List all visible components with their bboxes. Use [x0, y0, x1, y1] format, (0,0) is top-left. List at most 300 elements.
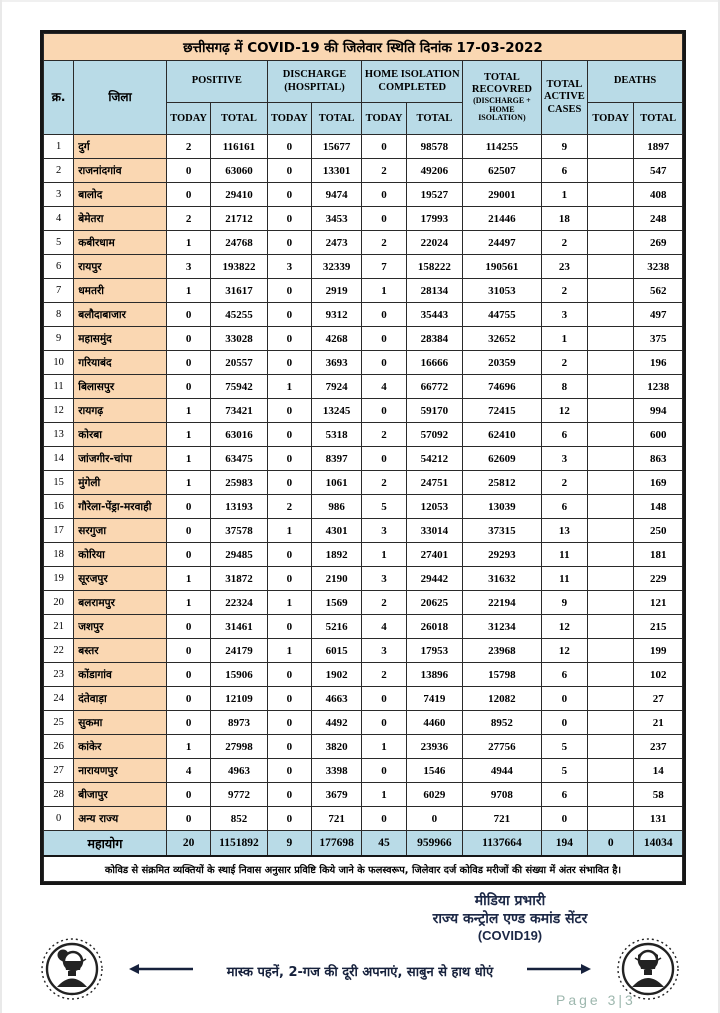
safety-message: मास्क पहनें, 2-गज की दूरी अपनाएं, साबुन से हाथ धोएं: [226, 965, 494, 980]
value-cell: [588, 255, 634, 279]
value-cell: 0: [267, 543, 311, 567]
value-cell: 10: [44, 351, 74, 375]
value-cell: [588, 783, 634, 807]
value-cell: 6: [541, 495, 587, 519]
value-cell: 193822: [211, 255, 267, 279]
value-cell: 28384: [406, 327, 462, 351]
value-cell: 1: [166, 567, 210, 591]
value-cell: 1: [44, 135, 74, 159]
value-cell: 49206: [406, 159, 462, 183]
value-cell: 4663: [311, 687, 361, 711]
district-name-cell: धमतरी: [74, 279, 167, 303]
value-cell: [588, 543, 634, 567]
value-cell: 0: [267, 783, 311, 807]
value-cell: 1: [541, 183, 587, 207]
value-cell: 6015: [311, 639, 361, 663]
value-cell: 3679: [311, 783, 361, 807]
value-cell: 24: [44, 687, 74, 711]
value-cell: 31461: [211, 615, 267, 639]
district-name-cell: कोरिया: [74, 543, 167, 567]
grand-total-value-cell: 0: [588, 831, 634, 857]
table-row: [44, 519, 683, 543]
footnote-text: कोविड से संक्रमित व्यक्तियों के स्थाई निवास अनुसार प्रविष्टि किये जाने के फलस्वरूप, जिलेवार दर्ज कोविड मरीजों की संख्या में अंतर संभावित है।: [44, 856, 683, 882]
value-cell: 3: [44, 183, 74, 207]
value-cell: 1061: [311, 471, 361, 495]
value-cell: 6: [541, 423, 587, 447]
value-cell: 1: [166, 231, 210, 255]
value-cell: 5216: [311, 615, 361, 639]
district-name-cell: बलरामपुर: [74, 591, 167, 615]
value-cell: 15906: [211, 663, 267, 687]
value-cell: 0: [267, 711, 311, 735]
value-cell: 4492: [311, 711, 361, 735]
value-cell: 27401: [406, 543, 462, 567]
value-cell: [588, 207, 634, 231]
value-cell: 13245: [311, 399, 361, 423]
masked-woman-icon: [40, 937, 104, 1006]
value-cell: 45255: [211, 303, 267, 327]
value-cell: 2: [362, 231, 406, 255]
value-cell: 17: [44, 519, 74, 543]
value-cell: 199: [634, 639, 683, 663]
value-cell: 1892: [311, 543, 361, 567]
page-number-label: Page 3|3: [556, 992, 636, 1008]
value-cell: 13039: [463, 495, 542, 519]
value-cell: 269: [634, 231, 683, 255]
value-cell: 0: [267, 663, 311, 687]
signature-title: मीडिया प्रभारी: [474, 893, 546, 909]
value-cell: 4: [362, 615, 406, 639]
value-cell: 0: [166, 807, 210, 831]
value-cell: 497: [634, 303, 683, 327]
table-row: [44, 783, 683, 807]
district-name-cell: कबीरधाम: [74, 231, 167, 255]
value-cell: [588, 399, 634, 423]
value-cell: 0: [267, 303, 311, 327]
table-row: [44, 687, 683, 711]
value-cell: 8: [541, 375, 587, 399]
value-cell: 5: [541, 735, 587, 759]
value-cell: 5: [541, 759, 587, 783]
value-cell: 11: [541, 567, 587, 591]
table-row: [44, 663, 683, 687]
district-name-cell: रायगढ़: [74, 399, 167, 423]
table-row: [44, 807, 683, 831]
col-header-total-recovered: [463, 61, 542, 135]
value-cell: 0: [166, 663, 210, 687]
table-row: [44, 759, 683, 783]
table-row: [44, 471, 683, 495]
value-cell: [588, 423, 634, 447]
signature-org: राज्य कन्ट्रोल एण्ड कमांड सेंटर: [432, 910, 588, 927]
district-name-cell: सूरजपुर: [74, 567, 167, 591]
value-cell: 0: [362, 807, 406, 831]
value-cell: 27: [44, 759, 74, 783]
value-cell: 190561: [463, 255, 542, 279]
value-cell: 11: [44, 375, 74, 399]
table-row: [44, 183, 683, 207]
value-cell: 28134: [406, 279, 462, 303]
district-name-cell: मुंगेली: [74, 471, 167, 495]
grand-total-label: महायोग: [44, 831, 167, 857]
district-name-cell: सुकमा: [74, 711, 167, 735]
value-cell: [588, 759, 634, 783]
district-name-cell: नारायणपुर: [74, 759, 167, 783]
value-cell: 19: [44, 567, 74, 591]
value-cell: 98578: [406, 135, 462, 159]
value-cell: 3: [267, 255, 311, 279]
value-cell: 3: [362, 519, 406, 543]
value-cell: 852: [211, 807, 267, 831]
value-cell: 13301: [311, 159, 361, 183]
value-cell: 2919: [311, 279, 361, 303]
col-header-deaths-total: TOTAL: [634, 103, 683, 135]
value-cell: 24751: [406, 471, 462, 495]
value-cell: 158222: [406, 255, 462, 279]
value-cell: 0: [267, 471, 311, 495]
value-cell: [588, 351, 634, 375]
value-cell: 5: [362, 495, 406, 519]
district-name-cell: सरगुजा: [74, 519, 167, 543]
value-cell: [588, 495, 634, 519]
value-cell: 54212: [406, 447, 462, 471]
value-cell: 4963: [211, 759, 267, 783]
value-cell: 17953: [406, 639, 462, 663]
value-cell: 181: [634, 543, 683, 567]
col-header-discharge-total: TOTAL: [311, 103, 361, 135]
table-row: [44, 615, 683, 639]
district-name-cell: दंतेवाड़ा: [74, 687, 167, 711]
value-cell: 0: [406, 807, 462, 831]
value-cell: 7924: [311, 375, 361, 399]
value-cell: 44755: [463, 303, 542, 327]
value-cell: 250: [634, 519, 683, 543]
value-cell: 1902: [311, 663, 361, 687]
value-cell: 63016: [211, 423, 267, 447]
value-cell: 22324: [211, 591, 267, 615]
value-cell: 7: [44, 279, 74, 303]
value-cell: [588, 687, 634, 711]
value-cell: 229: [634, 567, 683, 591]
table-row: [44, 735, 683, 759]
value-cell: 169: [634, 471, 683, 495]
district-name-cell: जांजगीर-चांपा: [74, 447, 167, 471]
district-name-cell: रायपुर: [74, 255, 167, 279]
grand-total-value-cell: 177698: [311, 831, 361, 857]
value-cell: 0: [267, 183, 311, 207]
value-cell: 8973: [211, 711, 267, 735]
total-recovered-line1: TOTAL RECOVRED: [471, 71, 532, 95]
value-cell: 0: [166, 183, 210, 207]
value-cell: 5318: [311, 423, 361, 447]
value-cell: 13: [44, 423, 74, 447]
value-cell: 19527: [406, 183, 462, 207]
value-cell: 1238: [634, 375, 683, 399]
value-cell: 33028: [211, 327, 267, 351]
value-cell: 22194: [463, 591, 542, 615]
value-cell: 35443: [406, 303, 462, 327]
value-cell: 31632: [463, 567, 542, 591]
value-cell: 2: [362, 423, 406, 447]
value-cell: 12109: [211, 687, 267, 711]
value-cell: 1897: [634, 135, 683, 159]
value-cell: 6: [541, 783, 587, 807]
value-cell: 1: [362, 735, 406, 759]
value-cell: 0: [362, 759, 406, 783]
value-cell: 29442: [406, 567, 462, 591]
value-cell: 2: [362, 471, 406, 495]
table-body: [44, 135, 683, 831]
value-cell: 0: [362, 327, 406, 351]
value-cell: 0: [267, 687, 311, 711]
value-cell: 3: [362, 639, 406, 663]
col-header-home-isolation: HOME ISOLATION COMPLETED: [362, 61, 463, 103]
value-cell: 375: [634, 327, 683, 351]
value-cell: 248: [634, 207, 683, 231]
value-cell: 12082: [463, 687, 542, 711]
value-cell: 4268: [311, 327, 361, 351]
value-cell: 9: [44, 327, 74, 351]
value-cell: 0: [166, 783, 210, 807]
table-row: [44, 303, 683, 327]
table-row: [44, 207, 683, 231]
value-cell: 0: [362, 447, 406, 471]
value-cell: 62410: [463, 423, 542, 447]
value-cell: 0: [267, 759, 311, 783]
value-cell: 1: [541, 327, 587, 351]
value-cell: 1: [166, 399, 210, 423]
value-cell: [588, 807, 634, 831]
value-cell: 23936: [406, 735, 462, 759]
value-cell: 31234: [463, 615, 542, 639]
value-cell: 0: [267, 231, 311, 255]
value-cell: 24179: [211, 639, 267, 663]
value-cell: 0: [362, 303, 406, 327]
grand-total-value-cell: 45: [362, 831, 406, 857]
value-cell: 3398: [311, 759, 361, 783]
left-arrow-icon: [129, 962, 195, 981]
value-cell: 3: [541, 303, 587, 327]
value-cell: 3453: [311, 207, 361, 231]
value-cell: 22024: [406, 231, 462, 255]
value-cell: 1: [362, 543, 406, 567]
value-cell: 121: [634, 591, 683, 615]
value-cell: 4944: [463, 759, 542, 783]
value-cell: 24768: [211, 231, 267, 255]
value-cell: [588, 591, 634, 615]
value-cell: 600: [634, 423, 683, 447]
value-cell: 0: [166, 543, 210, 567]
value-cell: 0: [362, 135, 406, 159]
value-cell: 20625: [406, 591, 462, 615]
table-row: [44, 639, 683, 663]
value-cell: 6029: [406, 783, 462, 807]
col-header-positive-today: TODAY: [166, 103, 210, 135]
value-cell: 1: [362, 279, 406, 303]
value-cell: 0: [166, 639, 210, 663]
value-cell: 721: [311, 807, 361, 831]
value-cell: 3693: [311, 351, 361, 375]
table-row: [44, 447, 683, 471]
value-cell: [588, 375, 634, 399]
value-cell: 1: [267, 591, 311, 615]
value-cell: 31872: [211, 567, 267, 591]
value-cell: 0: [267, 567, 311, 591]
value-cell: 18: [44, 543, 74, 567]
value-cell: [588, 471, 634, 495]
value-cell: 27756: [463, 735, 542, 759]
value-cell: [588, 735, 634, 759]
value-cell: [588, 447, 634, 471]
value-cell: 1: [166, 279, 210, 303]
value-cell: 2: [541, 471, 587, 495]
value-cell: 29485: [211, 543, 267, 567]
value-cell: 29001: [463, 183, 542, 207]
value-cell: 0: [267, 327, 311, 351]
value-cell: 1: [166, 591, 210, 615]
value-cell: 215: [634, 615, 683, 639]
value-cell: 131: [634, 807, 683, 831]
value-cell: 12: [541, 615, 587, 639]
value-cell: 27998: [211, 735, 267, 759]
value-cell: 863: [634, 447, 683, 471]
value-cell: 17993: [406, 207, 462, 231]
col-header-active-cases: TOTAL ACTIVE CASES: [541, 61, 587, 135]
value-cell: 22: [44, 639, 74, 663]
total-recovered-line2: (DISCHARGE + HOME ISOLATION): [473, 95, 531, 123]
value-cell: 102: [634, 663, 683, 687]
value-cell: 3238: [634, 255, 683, 279]
value-cell: 23968: [463, 639, 542, 663]
col-header-home-isolation-today: TODAY: [362, 103, 406, 135]
value-cell: [588, 231, 634, 255]
value-cell: 0: [166, 375, 210, 399]
grand-total-value-cell: 194: [541, 831, 587, 857]
value-cell: 9: [541, 591, 587, 615]
value-cell: 3: [541, 447, 587, 471]
value-cell: 2: [362, 591, 406, 615]
value-cell: 0: [166, 615, 210, 639]
value-cell: [588, 279, 634, 303]
value-cell: 0: [362, 399, 406, 423]
value-cell: 1: [166, 423, 210, 447]
value-cell: 11: [541, 543, 587, 567]
value-cell: 721: [463, 807, 542, 831]
value-cell: 15798: [463, 663, 542, 687]
value-cell: 0: [267, 279, 311, 303]
value-cell: 29293: [463, 543, 542, 567]
value-cell: 0: [166, 159, 210, 183]
value-cell: 0: [267, 423, 311, 447]
value-cell: 3820: [311, 735, 361, 759]
col-header-positive-total: TOTAL: [211, 103, 267, 135]
value-cell: 2: [267, 495, 311, 519]
value-cell: 2190: [311, 567, 361, 591]
value-cell: 32652: [463, 327, 542, 351]
district-name-cell: बस्तर: [74, 639, 167, 663]
value-cell: 13: [541, 519, 587, 543]
value-cell: [588, 519, 634, 543]
district-name-cell: कांकेर: [74, 735, 167, 759]
value-cell: 9: [541, 135, 587, 159]
col-header-positive: POSITIVE: [166, 61, 267, 103]
value-cell: 6: [541, 663, 587, 687]
value-cell: 562: [634, 279, 683, 303]
value-cell: 9708: [463, 783, 542, 807]
table-row: [44, 375, 683, 399]
value-cell: 9474: [311, 183, 361, 207]
value-cell: 0: [166, 303, 210, 327]
value-cell: 0: [362, 351, 406, 375]
value-cell: [588, 567, 634, 591]
value-cell: 73421: [211, 399, 267, 423]
value-cell: 0: [166, 687, 210, 711]
district-name-cell: बेमेतरा: [74, 207, 167, 231]
value-cell: 0: [267, 207, 311, 231]
col-header-home-isolation-total: TOTAL: [406, 103, 462, 135]
col-header-deaths-today: TODAY: [588, 103, 634, 135]
value-cell: 0: [267, 615, 311, 639]
value-cell: 27: [634, 687, 683, 711]
value-cell: 0: [267, 807, 311, 831]
table-row: [44, 135, 683, 159]
value-cell: 58: [634, 783, 683, 807]
value-cell: 0: [362, 207, 406, 231]
value-cell: 3: [362, 567, 406, 591]
value-cell: 2: [362, 663, 406, 687]
value-cell: 6: [44, 255, 74, 279]
value-cell: 15: [44, 471, 74, 495]
col-header-serial: क्र.: [44, 61, 74, 135]
value-cell: 5: [44, 231, 74, 255]
value-cell: [588, 135, 634, 159]
value-cell: 31617: [211, 279, 267, 303]
value-cell: 37578: [211, 519, 267, 543]
value-cell: 12: [541, 639, 587, 663]
district-name-cell: गौरेला-पेंड्रा-मरवाही: [74, 495, 167, 519]
district-name-cell: महासमुंद: [74, 327, 167, 351]
value-cell: 7419: [406, 687, 462, 711]
value-cell: 62507: [463, 159, 542, 183]
table-row: [44, 351, 683, 375]
value-cell: 2: [166, 135, 210, 159]
value-cell: 2: [541, 351, 587, 375]
value-cell: 1: [362, 783, 406, 807]
value-cell: 0: [166, 519, 210, 543]
table-row: [44, 399, 683, 423]
col-header-discharge: DISCHARGE (HOSPITAL): [267, 61, 362, 103]
table-row: [44, 495, 683, 519]
value-cell: 16: [44, 495, 74, 519]
grand-total-value-cell: 1151892: [211, 831, 267, 857]
value-cell: 9312: [311, 303, 361, 327]
footnote-row: [44, 856, 683, 882]
value-cell: 31053: [463, 279, 542, 303]
value-cell: 2: [166, 207, 210, 231]
value-cell: 26: [44, 735, 74, 759]
value-cell: 8952: [463, 711, 542, 735]
value-cell: 8: [44, 303, 74, 327]
table-row: [44, 567, 683, 591]
value-cell: 63475: [211, 447, 267, 471]
value-cell: [588, 303, 634, 327]
value-cell: 14: [44, 447, 74, 471]
value-cell: 547: [634, 159, 683, 183]
value-cell: 0: [267, 351, 311, 375]
value-cell: 20: [44, 591, 74, 615]
value-cell: 66772: [406, 375, 462, 399]
value-cell: 986: [311, 495, 361, 519]
